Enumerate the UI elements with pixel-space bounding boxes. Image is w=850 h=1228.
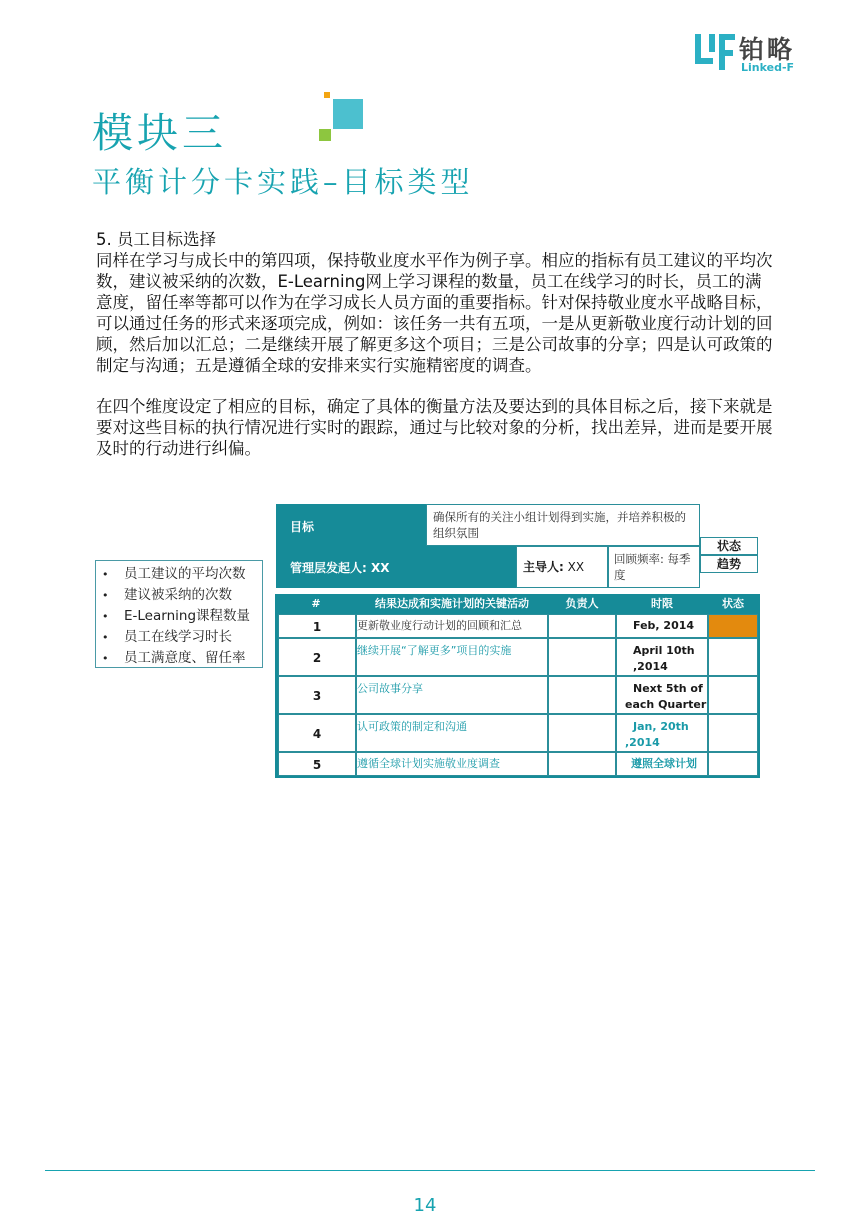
section-heading: 5. 员工目标选择 (96, 230, 216, 249)
row-num: 1 (278, 614, 356, 638)
row-status (708, 638, 758, 676)
paragraph-1: 同样在学习与成长中的第四项，保持敬业度水平作为例子享。相应的指标有员工建议的平均次数，建议被采纳的次数，E-Learning网上学习课程的数量，员工在线学习的时长，员工的满意度，留任率等都可以作为在学习成长人员方面的重要指标。针对保持敬业度水平战略目标，可以通过任务的形式来逐项完成，例如：该任务一共有五项，一是从更新敬业度行动计划的回顾，然后加以汇总；二是继续开展了解更多这个项目；三是公司故事的分享；四是认可政策的制定与沟通；五是遵循全球的安排来实行实施精密度的调查。 (96, 251, 773, 375)
row-activity: 遵循全球计划实施敬业度调查 (356, 752, 548, 776)
module-title: 模块三 (92, 109, 227, 157)
row-owner (548, 638, 616, 676)
kpi-item: • 员工建议的平均次数 (102, 564, 262, 585)
header-num: # (311, 597, 321, 610)
deadline-line-1: Jan, 20th (633, 720, 689, 733)
row-deadline (616, 638, 708, 676)
page-number: 14 (413, 1195, 437, 1216)
logo-sub: Linked-F (741, 61, 795, 74)
deadline-line-2: each Quarter (625, 698, 707, 711)
footer-divider (45, 1170, 815, 1171)
row-num: 2 (278, 638, 356, 676)
row-deadline (616, 714, 708, 752)
row-num: 3 (278, 676, 356, 714)
status-legend-trend: 趋势 (700, 555, 758, 573)
deadline-line-2: ,2014 (633, 660, 668, 673)
row-deadline: 遵照全球计划 (616, 752, 708, 776)
header-activity: 结果达成和实施计划的关键活动 (375, 597, 529, 610)
lead-value: XX (567, 560, 585, 574)
deadline-line-1: April 10th (633, 644, 695, 657)
deadline-line-2: ,2014 (625, 736, 660, 749)
row-owner (548, 714, 616, 752)
row-status (708, 676, 758, 714)
logo-mark-icon (693, 32, 737, 74)
deadline-line-1: Next 5th of (633, 682, 703, 695)
kpi-list-box (95, 560, 263, 668)
objective-text: 确保所有的关注小组计划得到实施，并培养积极的组织氛围 (426, 504, 700, 546)
row-owner (548, 752, 616, 776)
kpi-item: • 员工在线学习时长 (102, 627, 262, 648)
row-num: 4 (278, 714, 356, 752)
row-activity: 公司故事分享 (356, 676, 548, 714)
lead-cell (516, 546, 608, 588)
header-status: 状态 (722, 597, 744, 610)
lead-label: 主导人: (523, 560, 564, 574)
kpi-item: • 建议被采纳的次数 (102, 585, 262, 606)
brand-logo (693, 30, 823, 80)
row-owner (548, 676, 616, 714)
row-deadline (616, 676, 708, 714)
paragraph-2: 在四个维度设定了相应的目标，确定了具体的衡量方法及要达到的具体目标之后，接下来就是要对这些目标的执行情况进行实时的跟踪，通过与比较对象的分析，找出差异，进而是要开展及时的行动进行纠偏。 (96, 397, 773, 458)
header-owner: 负责人 (565, 597, 599, 610)
decor-square-green (319, 129, 331, 141)
row-owner (548, 614, 616, 638)
row-num: 5 (278, 752, 356, 776)
objective-label: 目标 (276, 504, 426, 546)
row-activity: 更新敬业度行动计划的回顾和汇总 (356, 614, 548, 638)
decor-square-teal (333, 99, 363, 129)
header-deadline: 时限 (651, 597, 673, 610)
row-status (708, 752, 758, 776)
review-frequency: 回顾频率: 每季度 (608, 546, 700, 588)
kpi-item: • E-Learning课程数量 (102, 606, 262, 627)
kpi-item: • 员工满意度、留任率 (102, 648, 262, 669)
row-deadline: Feb, 2014 (616, 614, 708, 638)
row-status (708, 714, 758, 752)
decor-square-orange (324, 92, 330, 98)
module-subtitle: 平衡计分卡实践–目标类型 (92, 165, 474, 199)
row-activity: 继续开展“了解更多”项目的实施 (356, 638, 548, 676)
row-activity: 认可政策的制定和沟通 (356, 714, 548, 752)
status-legend-status: 状态 (700, 537, 758, 555)
logo-name: 铂略 (739, 35, 796, 64)
row-status (708, 614, 758, 638)
sponsor-label: 管理层发起人: XX (276, 546, 516, 588)
